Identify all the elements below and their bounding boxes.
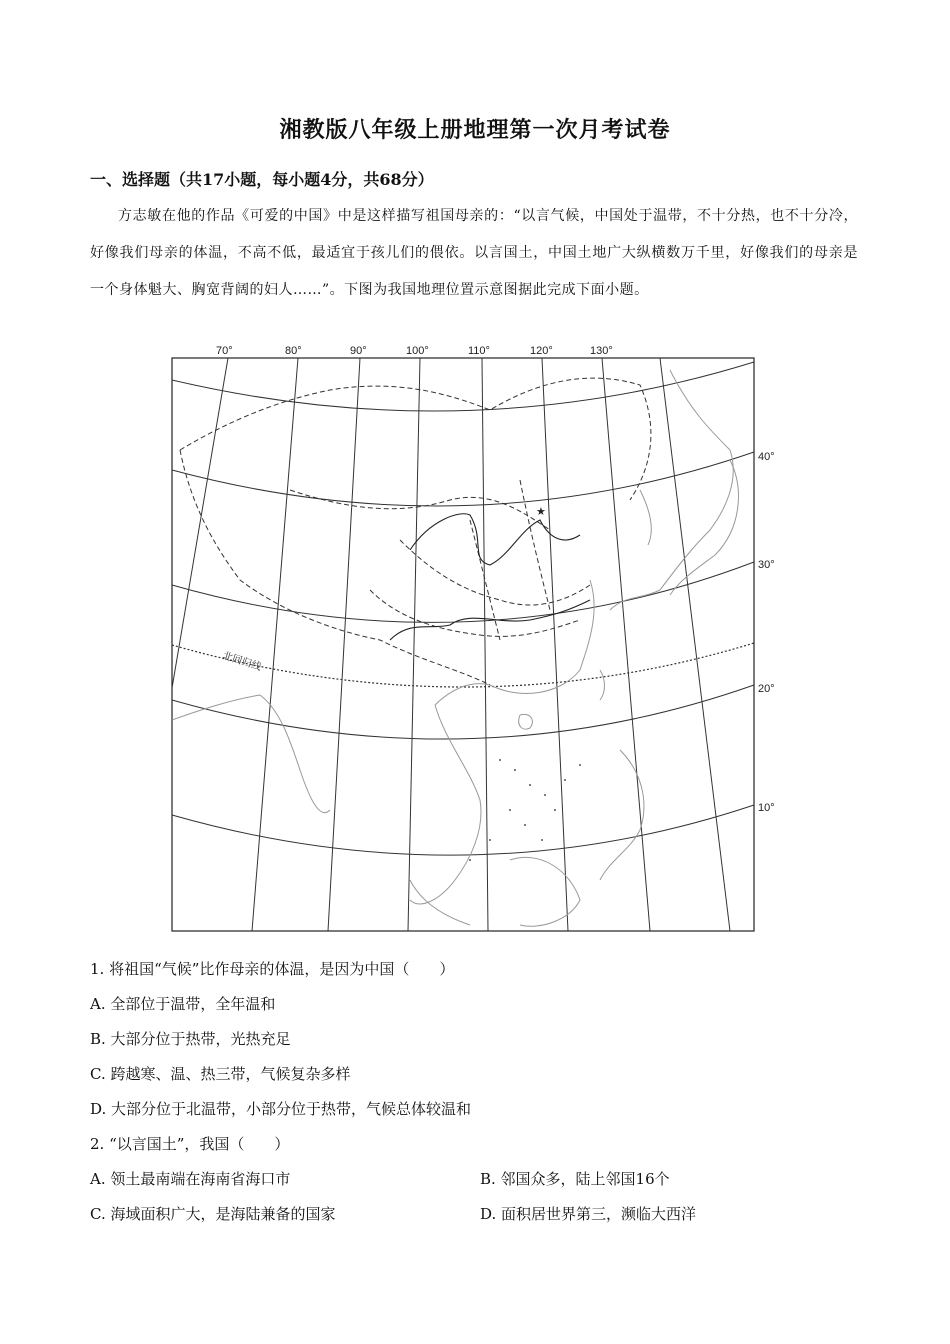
island-dot	[469, 859, 471, 861]
lon-label-70: 70°	[216, 345, 233, 357]
question-2-option-a[interactable]: A. 领土最南端在海南省海口市	[90, 1170, 291, 1188]
question-2-option-c[interactable]: C. 海域面积广大，是海陆兼备的国家	[90, 1205, 336, 1223]
question-2-option-d[interactable]: D. 面积居世界第三，濒临大西洋	[480, 1205, 697, 1223]
section-heading: 一、选择题（共17小题，每小题4分，共68分）	[90, 170, 434, 189]
capital-star-icon: ★	[536, 505, 546, 518]
island-dot	[489, 839, 491, 841]
island-dot	[541, 839, 543, 841]
china-location-map	[170, 340, 790, 940]
lon-label-110: 110°	[468, 345, 490, 357]
lon-label-80: 80°	[285, 345, 302, 357]
question-1-option-d[interactable]: D. 大部分位于北温带，小部分位于热带，气候总体较温和	[90, 1100, 472, 1118]
lat-label-10: 10°	[758, 802, 775, 814]
question-2-option-b[interactable]: B. 邻国众多，陆上邻国16个	[480, 1170, 670, 1188]
intro-paragraph: 方志敏在他的作品《可爱的中国》中是这样描写祖国母亲的：“以言气候，中国处于温带，不十分热，也不十分冷，好像我们母亲的体温，不高不低，最适宜于孩儿们的偎依。以言国土，中国土地广大纵横数万千里，好像我们的母亲是一个身体魁大、胸宽背阔的妇人……”。下图为我国地理位置示意图据此完成下面小题。	[90, 208, 858, 298]
question-1-option-a[interactable]: A. 全部位于温带，全年温和	[90, 995, 276, 1013]
island-dot	[524, 824, 526, 826]
island-dot	[579, 764, 581, 766]
lat-label-40: 40°	[758, 451, 775, 463]
island-dot	[544, 794, 546, 796]
lat-label-20: 20°	[758, 683, 775, 695]
lon-label-120: 120°	[530, 345, 553, 357]
lon-label-90: 90°	[350, 345, 367, 357]
island-dot	[564, 779, 566, 781]
question-2-stem: 2. “以言国土”，我国（ ）	[90, 1135, 290, 1153]
tropic-label: 北回归线	[221, 650, 263, 674]
island-dot	[514, 769, 516, 771]
question-1-option-c[interactable]: C. 跨越寒、温、热三带，气候复杂多样	[90, 1065, 351, 1083]
island-dot	[554, 809, 556, 811]
lon-label-100: 100°	[406, 345, 429, 357]
lat-label-30: 30°	[758, 559, 775, 571]
question-1-stem: 1. 将祖国“气候”比作母亲的体温，是因为中国（ ）	[90, 960, 455, 978]
page-title: 湘教版八年级上册地理第一次月考试卷	[279, 117, 671, 143]
island-dot	[529, 784, 531, 786]
lon-label-130: 130°	[590, 345, 613, 357]
island-dot	[509, 809, 511, 811]
question-1-option-b[interactable]: B. 大部分位于热带，光热充足	[90, 1030, 291, 1048]
island-dot	[499, 759, 501, 761]
